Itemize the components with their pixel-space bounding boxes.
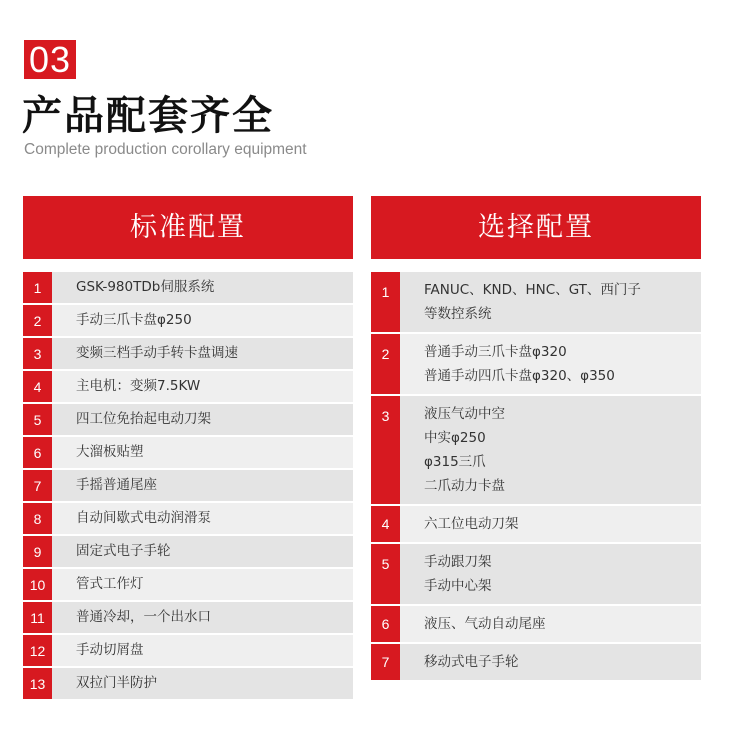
item-text [52,404,211,435]
list-item [23,305,353,336]
item-text-line: 普通手动四爪卡盘φ320、φ350 [424,368,615,384]
item-text-line: 手动跟刀架 [424,554,492,570]
item-text [52,503,211,534]
item-text-line: 液压、气动自动尾座 [424,616,546,632]
item-number: 6 [23,437,52,468]
list-item [23,470,353,501]
item-text-line: 大溜板贴塑 [76,444,144,460]
item-number: 8 [23,503,52,534]
item-number: 13 [23,668,52,699]
item-text-line: 等数控系统 [424,306,492,322]
item-text-line: 普通手动三爪卡盘φ320 [424,344,567,360]
item-text-line: 手动中心架 [424,578,492,594]
optional-config-panel [371,196,701,682]
item-text-line: 固定式电子手轮 [76,543,171,559]
item-number: 7 [23,470,52,501]
item-text-line: 移动式电子手轮 [424,654,519,670]
item-text-line: 管式工作灯 [76,576,144,592]
list-item [23,338,353,369]
item-text-line: 普通冷却，一个出水口 [76,609,211,625]
item-text [52,338,238,369]
item-number: 9 [23,536,52,567]
item-number: 10 [23,569,52,600]
item-number: 3 [371,396,400,504]
list-item [23,437,353,468]
item-number: 7 [371,644,400,680]
item-text [52,602,211,633]
optional-config-title: 选择配置 [371,196,701,259]
list-item [23,503,353,534]
list-item [23,602,353,633]
item-text-line: 双拉门半防护 [76,675,157,691]
item-text-line: 中实φ250 [424,430,486,446]
item-number: 5 [23,404,52,435]
item-text-line: 手动切屑盘 [76,642,144,658]
list-item [371,506,701,542]
item-text-line: 二爪动力卡盘 [424,478,505,494]
item-text [400,272,641,332]
item-text [52,536,171,567]
item-text [52,305,192,336]
item-number: 5 [371,544,400,604]
item-text [400,334,615,394]
standard-config-list [23,272,353,699]
item-text-line: 四工位免抬起电动刀架 [76,411,211,427]
item-text [400,644,519,680]
item-number: 6 [371,606,400,642]
list-item [371,544,701,604]
item-text-line: φ315三爪 [424,454,486,470]
section-number-badge: 03 [24,40,76,79]
list-item [23,371,353,402]
optional-config-list [371,272,701,680]
item-text [52,272,214,303]
item-number: 2 [23,305,52,336]
item-number: 4 [23,371,52,402]
item-text-line: FANUC、KND、HNC、GT、西门子 [424,282,641,298]
item-text-line: 手动三爪卡盘φ250 [76,312,192,328]
item-text [52,437,144,468]
item-text [52,635,144,666]
item-text-line: 六工位电动刀架 [424,516,519,532]
list-item [371,644,701,680]
list-item [23,569,353,600]
page-subtitle: Complete production corollary equipment [24,141,307,158]
item-text [52,371,200,402]
standard-config-panel [23,196,353,701]
item-text-line: GSK-980TDb伺服系统 [76,279,215,295]
item-text [52,470,157,501]
item-text [400,544,492,604]
item-text [400,506,519,542]
item-number: 12 [23,635,52,666]
item-text-line: 主电机：变频7.5KW [76,378,201,394]
list-item [371,396,701,504]
item-text-line: 手摇普通尾座 [76,477,157,493]
item-text-line: 自动间歇式电动润滑泵 [76,510,211,526]
item-text [52,668,157,699]
list-item [371,606,701,642]
item-text-line: 液压气动中空 [424,406,505,422]
item-number: 1 [23,272,52,303]
list-item [371,334,701,394]
item-number: 11 [23,602,52,633]
page-title: 产品配套齐全 [22,93,274,139]
list-item [23,404,353,435]
item-number: 1 [371,272,400,332]
item-number: 4 [371,506,400,542]
list-item [23,272,353,303]
list-item [23,668,353,699]
list-item [371,272,701,332]
item-text [400,396,505,504]
list-item [23,536,353,567]
item-text-line: 变频三档手动手转卡盘调速 [76,345,238,361]
item-number: 2 [371,334,400,394]
standard-config-title: 标准配置 [23,196,353,259]
item-text [400,606,546,642]
list-item [23,635,353,666]
item-number: 3 [23,338,52,369]
item-text [52,569,144,600]
